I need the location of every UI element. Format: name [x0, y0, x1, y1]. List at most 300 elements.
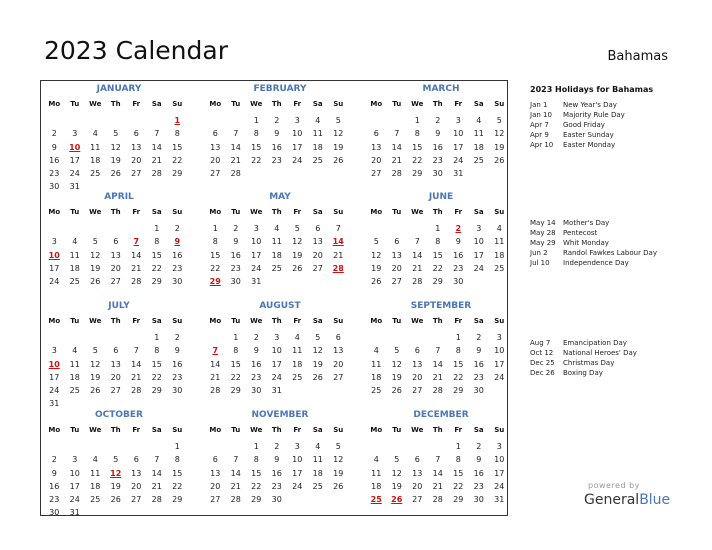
day-cell: 22 [210, 263, 221, 273]
day-cell: 18 [312, 142, 323, 152]
day-cell: 19 [110, 481, 121, 491]
day-cell: 18 [371, 481, 382, 491]
weekday-header: We [411, 426, 424, 434]
day-cell: 19 [333, 468, 344, 478]
day-cell: 13 [131, 142, 142, 152]
month-november [205, 410, 355, 506]
day-cell: 25 [371, 386, 382, 396]
day-cell: 12 [391, 468, 402, 478]
holiday-group [530, 100, 700, 150]
day-cell: 19 [391, 372, 402, 382]
day-cell: 25 [69, 277, 80, 287]
day-cell: 9 [274, 129, 280, 139]
day-cell: 21 [333, 250, 344, 260]
day-cell: 16 [172, 250, 183, 260]
weekday-header: Tu [392, 208, 402, 216]
weekday-header: Sa [151, 317, 162, 325]
brand-text-general: General [584, 492, 640, 508]
day-grid [366, 440, 516, 506]
weekday-header: Fr [293, 426, 302, 434]
weekday-header: We [89, 426, 102, 434]
day-cell: 3 [51, 237, 57, 247]
weekday-header: Sa [312, 208, 323, 216]
empty-day-cell [387, 331, 408, 344]
day-cell: 11 [69, 250, 80, 260]
day-cell: 16 [473, 468, 484, 478]
empty-day-cell [366, 331, 387, 344]
empty-day-cell [126, 331, 147, 344]
day-cell: 15 [453, 468, 464, 478]
day-cell: 18 [271, 250, 282, 260]
weekday-header: Sa [151, 208, 162, 216]
day-cell: 21 [432, 372, 443, 382]
day-cell: 23 [172, 372, 183, 382]
month-name: JULY [108, 301, 130, 311]
weekday-header: Mo [48, 208, 61, 216]
holiday-item [530, 120, 700, 130]
day-cell: 5 [113, 455, 119, 465]
holiday-name: Independence Day [563, 259, 629, 267]
day-cell: 17 [69, 481, 80, 491]
day-cell: 8 [435, 237, 441, 247]
holiday-day-cell: 7 [212, 346, 219, 356]
weekday-header: Su [333, 426, 344, 434]
day-cell: 6 [373, 129, 379, 139]
empty-day-cell [366, 440, 387, 453]
weekday-header: Su [333, 100, 344, 108]
day-cell: 12 [371, 250, 382, 260]
day-cell: 4 [496, 224, 502, 233]
day-grid [366, 222, 516, 288]
weekday-header: Su [333, 208, 344, 216]
day-cell: 13 [371, 142, 382, 152]
day-cell: 30 [473, 495, 484, 505]
day-cell: 8 [233, 346, 239, 356]
holiday-name: Randol Fawkes Labour Day [563, 249, 657, 257]
day-cell: 28 [151, 495, 162, 505]
day-cell: 17 [494, 359, 505, 369]
empty-day-cell [65, 222, 86, 235]
weekday-header: Th [110, 317, 121, 325]
weekday-header: Th [110, 208, 121, 216]
day-cell: 1 [212, 224, 218, 233]
day-cell: 1 [253, 116, 259, 125]
day-cell: 17 [473, 250, 484, 260]
day-cell: 22 [151, 263, 162, 273]
day-cell: 2 [435, 116, 441, 125]
weekday-header: Tu [392, 426, 402, 434]
day-cell: 25 [90, 495, 101, 505]
day-cell: 3 [72, 129, 78, 139]
day-cell: 28 [432, 386, 443, 396]
day-cell: 26 [371, 277, 382, 287]
weekday-header: Fr [454, 317, 463, 325]
month-february [205, 84, 355, 180]
holiday-item [530, 338, 700, 348]
day-cell: 8 [455, 455, 461, 465]
day-cell: 19 [110, 155, 121, 165]
day-cell: 19 [371, 263, 382, 273]
day-cell: 1 [455, 333, 461, 342]
day-cell: 6 [133, 455, 139, 465]
day-cell: 25 [292, 372, 303, 382]
day-cell: 15 [251, 468, 262, 478]
day-cell: 22 [453, 372, 464, 382]
day-cell: 25 [90, 169, 101, 179]
empty-day-cell [205, 114, 226, 127]
weekday-header: We [250, 208, 263, 216]
empty-day-cell [44, 331, 65, 344]
day-cell: 30 [473, 386, 484, 396]
day-cell: 9 [455, 237, 461, 247]
holiday-item [530, 368, 700, 378]
day-cell: 26 [110, 169, 121, 179]
empty-day-cell [106, 331, 127, 344]
day-cell: 20 [312, 250, 323, 260]
day-cell: 30 [251, 386, 262, 396]
day-cell: 31 [453, 169, 464, 179]
month-april [44, 192, 194, 288]
day-cell: 14 [391, 142, 402, 152]
day-cell: 11 [494, 237, 505, 247]
weekday-header: Su [494, 100, 505, 108]
weekday-header: Sa [473, 100, 484, 108]
month-march [366, 84, 516, 180]
weekday-header: Tu [70, 426, 80, 434]
holiday-item [530, 130, 700, 140]
weekday-header-row [44, 98, 194, 110]
day-cell: 29 [172, 169, 183, 179]
day-cell: 24 [473, 263, 484, 273]
day-grid [205, 222, 355, 288]
day-cell: 28 [151, 169, 162, 179]
day-cell: 1 [154, 224, 160, 233]
day-cell: 29 [453, 495, 464, 505]
weekday-header: Tu [70, 208, 80, 216]
day-cell: 7 [133, 346, 139, 356]
empty-day-cell [387, 222, 408, 235]
day-cell: 21 [230, 481, 241, 491]
weekday-header: Tu [231, 208, 241, 216]
holiday-day-cell: 14 [332, 237, 344, 247]
holiday-name: Boxing Day [563, 369, 603, 377]
day-cell: 10 [473, 237, 484, 247]
day-cell: 10 [69, 468, 80, 478]
day-cell: 16 [453, 250, 464, 260]
day-cell: 23 [230, 263, 241, 273]
weekday-header: Tu [231, 100, 241, 108]
holiday-date: Apr 10 [530, 141, 554, 149]
weekday-header: Su [494, 208, 505, 216]
weekday-header: Sa [151, 426, 162, 434]
day-cell: 28 [131, 277, 142, 287]
weekday-header: Th [432, 317, 443, 325]
day-cell: 10 [494, 346, 505, 356]
day-cell: 31 [69, 508, 80, 518]
day-cell: 7 [435, 455, 441, 465]
day-cell: 11 [312, 129, 323, 139]
weekday-header: Th [271, 317, 282, 325]
day-cell: 11 [90, 468, 101, 478]
month-name: FEBRUARY [253, 84, 307, 94]
day-cell: 15 [412, 142, 423, 152]
empty-day-cell [44, 114, 65, 127]
holiday-name: Majority Rule Day [563, 111, 625, 119]
day-cell: 17 [453, 142, 464, 152]
holiday-item [530, 140, 700, 150]
month-july [44, 301, 194, 411]
day-cell: 26 [312, 372, 323, 382]
day-cell: 6 [414, 455, 420, 465]
month-name: MAY [269, 192, 291, 202]
day-cell: 13 [412, 359, 423, 369]
day-cell: 29 [412, 169, 423, 179]
weekday-header: Tu [392, 317, 402, 325]
day-cell: 9 [253, 346, 259, 356]
day-cell: 5 [294, 224, 300, 233]
empty-day-cell [106, 440, 127, 453]
day-cell: 11 [292, 346, 303, 356]
day-cell: 3 [274, 333, 280, 342]
day-cell: 4 [315, 442, 321, 451]
day-cell: 19 [391, 481, 402, 491]
holiday-date: Dec 25 [530, 359, 555, 367]
weekday-header: Su [172, 208, 183, 216]
empty-day-cell [44, 440, 65, 453]
weekday-header-row [44, 424, 194, 436]
month-name: JUNE [428, 192, 454, 202]
holiday-day-cell: 7 [133, 237, 140, 247]
holiday-item [530, 218, 700, 228]
empty-day-cell [126, 114, 147, 127]
day-cell: 30 [172, 277, 183, 287]
brand-logo[interactable] [584, 492, 670, 508]
weekday-header: Tu [70, 100, 80, 108]
empty-day-cell [407, 222, 428, 235]
day-cell: 29 [453, 386, 464, 396]
day-cell: 15 [432, 250, 443, 260]
day-cell: 30 [230, 277, 241, 287]
day-cell: 5 [92, 346, 98, 356]
day-cell: 27 [110, 386, 121, 396]
day-cell: 6 [212, 129, 218, 139]
empty-day-cell [205, 331, 226, 344]
day-grid [44, 331, 194, 411]
day-cell: 12 [292, 237, 303, 247]
day-cell: 20 [412, 372, 423, 382]
day-cell: 17 [251, 250, 262, 260]
weekday-header: Mo [370, 317, 383, 325]
empty-day-cell [126, 222, 147, 235]
day-cell: 13 [210, 468, 221, 478]
day-cell: 3 [253, 224, 259, 233]
day-cell: 6 [315, 224, 321, 233]
day-cell: 24 [453, 155, 464, 165]
powered-by-text: powered by [588, 481, 640, 490]
month-august [205, 301, 355, 397]
month-name: DECEMBER [413, 410, 469, 420]
day-cell: 26 [333, 481, 344, 491]
day-cell: 30 [49, 182, 60, 192]
day-cell: 9 [174, 346, 180, 356]
day-cell: 29 [151, 386, 162, 396]
empty-day-cell [65, 114, 86, 127]
day-grid [205, 114, 355, 180]
day-cell: 27 [210, 495, 221, 505]
day-cell: 26 [110, 495, 121, 505]
empty-day-cell [366, 114, 387, 127]
weekday-header: Mo [209, 426, 222, 434]
empty-day-cell [428, 331, 449, 344]
day-cell: 13 [312, 237, 323, 247]
empty-day-cell [85, 440, 106, 453]
day-cell: 3 [294, 442, 300, 451]
day-cell: 31 [271, 386, 282, 396]
weekday-header: Su [494, 426, 505, 434]
day-cell: 27 [312, 263, 323, 273]
day-cell: 12 [391, 359, 402, 369]
day-cell: 5 [113, 129, 119, 139]
weekday-header: Fr [454, 426, 463, 434]
day-cell: 21 [432, 481, 443, 491]
day-cell: 21 [412, 263, 423, 273]
day-grid [44, 114, 194, 194]
day-cell: 5 [496, 116, 502, 125]
day-cell: 21 [151, 481, 162, 491]
holiday-day-cell: 10 [48, 250, 60, 260]
day-cell: 27 [412, 386, 423, 396]
day-cell: 6 [414, 346, 420, 356]
day-cell: 8 [253, 455, 259, 465]
day-cell: 18 [473, 142, 484, 152]
day-cell: 18 [312, 468, 323, 478]
day-cell: 29 [230, 386, 241, 396]
weekday-header: Tu [392, 100, 402, 108]
empty-day-cell [44, 222, 65, 235]
day-cell: 19 [90, 263, 101, 273]
day-cell: 10 [292, 129, 303, 139]
day-cell: 10 [292, 455, 303, 465]
day-cell: 16 [271, 142, 282, 152]
weekday-header-row [205, 98, 355, 110]
holiday-day-cell: 12 [110, 468, 122, 478]
holiday-name: National Heroes' Day [563, 349, 637, 357]
day-cell: 2 [274, 116, 280, 125]
day-cell: 1 [414, 116, 420, 125]
day-cell: 12 [333, 129, 344, 139]
weekday-header-row [44, 315, 194, 327]
holiday-day-cell: 28 [332, 263, 344, 273]
day-cell: 12 [494, 129, 505, 139]
holiday-date: Aug 7 [530, 339, 551, 347]
day-cell: 23 [453, 263, 464, 273]
day-cell: 23 [473, 372, 484, 382]
day-cell: 12 [90, 359, 101, 369]
day-cell: 27 [210, 169, 221, 179]
empty-day-cell [147, 114, 168, 127]
day-cell: 15 [210, 250, 221, 260]
weekday-header-row [44, 206, 194, 218]
day-cell: 14 [412, 250, 423, 260]
day-cell: 20 [333, 359, 344, 369]
weekday-header: We [250, 426, 263, 434]
day-cell: 14 [230, 468, 241, 478]
day-cell: 25 [69, 386, 80, 396]
day-cell: 25 [494, 263, 505, 273]
day-cell: 22 [230, 372, 241, 382]
day-cell: 4 [92, 129, 98, 139]
day-cell: 7 [414, 237, 420, 247]
weekday-header: Th [110, 100, 121, 108]
day-cell: 18 [371, 372, 382, 382]
day-cell: 17 [271, 359, 282, 369]
day-cell: 1 [455, 442, 461, 451]
day-cell: 1 [435, 224, 441, 233]
weekday-header: Fr [132, 426, 141, 434]
holiday-date: Jan 10 [530, 111, 552, 119]
day-cell: 18 [69, 372, 80, 382]
holiday-name: Emancipation Day [563, 339, 627, 347]
day-cell: 20 [412, 481, 423, 491]
day-cell: 23 [271, 155, 282, 165]
day-cell: 2 [274, 442, 280, 451]
day-grid [366, 114, 516, 180]
day-cell: 6 [113, 346, 119, 356]
holiday-item [530, 258, 700, 268]
day-cell: 19 [333, 142, 344, 152]
weekday-header: Su [172, 100, 183, 108]
day-cell: 14 [131, 250, 142, 260]
day-cell: 14 [151, 468, 162, 478]
day-cell: 20 [131, 481, 142, 491]
day-cell: 17 [49, 263, 60, 273]
month-name: SEPTEMBER [410, 301, 472, 311]
day-cell: 17 [292, 468, 303, 478]
day-cell: 7 [435, 346, 441, 356]
day-cell: 5 [335, 442, 341, 451]
day-cell: 9 [51, 142, 57, 152]
day-grid [366, 331, 516, 397]
holiday-item [530, 348, 700, 358]
day-cell: 24 [69, 169, 80, 179]
brand-text-blue: Blue [639, 492, 671, 508]
day-cell: 31 [251, 277, 262, 287]
day-cell: 15 [172, 142, 183, 152]
day-cell: 22 [453, 481, 464, 491]
holiday-name: Easter Sunday [563, 131, 614, 139]
empty-day-cell [85, 222, 106, 235]
day-cell: 2 [476, 333, 482, 342]
day-cell: 4 [92, 455, 98, 465]
day-cell: 12 [110, 142, 121, 152]
day-cell: 18 [69, 263, 80, 273]
weekday-header-row [366, 424, 516, 436]
day-cell: 5 [394, 455, 400, 465]
day-cell: 16 [432, 142, 443, 152]
holiday-name: Mother's Day [563, 219, 610, 227]
day-cell: 7 [154, 455, 160, 465]
day-cell: 14 [230, 142, 241, 152]
day-cell: 23 [172, 263, 183, 273]
holiday-date: Apr 9 [530, 131, 549, 139]
day-cell: 10 [251, 237, 262, 247]
empty-day-cell [366, 222, 387, 235]
day-cell: 22 [172, 481, 183, 491]
day-cell: 8 [253, 129, 259, 139]
day-cell: 8 [174, 455, 180, 465]
day-cell: 8 [414, 129, 420, 139]
weekday-header: Fr [454, 100, 463, 108]
